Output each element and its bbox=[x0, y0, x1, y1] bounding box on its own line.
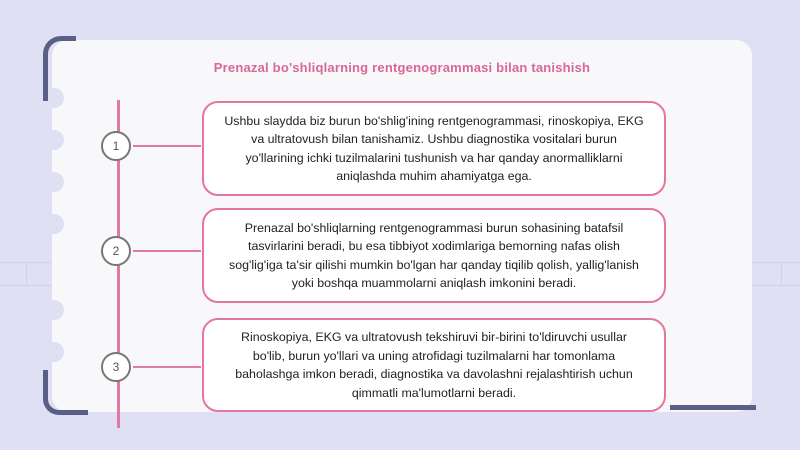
step-text: Ushbu slaydda biz burun bo'shlig'ining rentgenogrammasi, rinoskopiya, EKG va ultratovush bilan tanishamiz. Ushbu diagnostika vositalari burun yo'llarining ichki tuzilmalarini tushunish va har qanday anormalliklarni aniqlashda muhim ahamiyatga ega. bbox=[224, 113, 644, 183]
step-text: Prenazal bo'shliqlarning rentgenogrammasi burun sohasining batafsil tasvirlarini beradi, bu esa tibbiyot xodimlariga bemorning nafas olish sog'lig'iga ta'sir qilishi mumkin bo'lgan har qanday tiqilib qolish, yallig'lanish yoki boshqa muammolarni aniqlash imkonini beradi. bbox=[229, 220, 639, 290]
step-number-circle: 2 bbox=[101, 236, 131, 266]
step-connector bbox=[133, 366, 201, 368]
step-number-circle: 1 bbox=[101, 131, 131, 161]
background-line bbox=[26, 262, 27, 286]
step-text-box bbox=[202, 318, 666, 412]
step-connector bbox=[133, 250, 201, 252]
background-line bbox=[781, 262, 782, 286]
corner-bracket-bottom-right bbox=[670, 405, 756, 410]
slide-title: Prenazal bo'shliqlarning rentgenogrammasi bilan tanishish bbox=[213, 60, 591, 75]
step-connector bbox=[133, 145, 201, 147]
step-number-circle: 3 bbox=[101, 352, 131, 382]
step-text-box bbox=[202, 208, 666, 303]
corner-bracket-bottom-left bbox=[43, 370, 88, 415]
step-text: Rinoskopiya, EKG va ultratovush tekshiruvi bir-birini to'ldiruvchi usullar bo'lib, burun yo'llari va uning atrofidagi tuzilmalarni har tomonlama baholashga imkon beradi, diagnostika va davolashni rejalashtirish uchun qimmatli ma'lumotlarni beradi. bbox=[235, 330, 633, 400]
step-text-box bbox=[202, 101, 666, 196]
